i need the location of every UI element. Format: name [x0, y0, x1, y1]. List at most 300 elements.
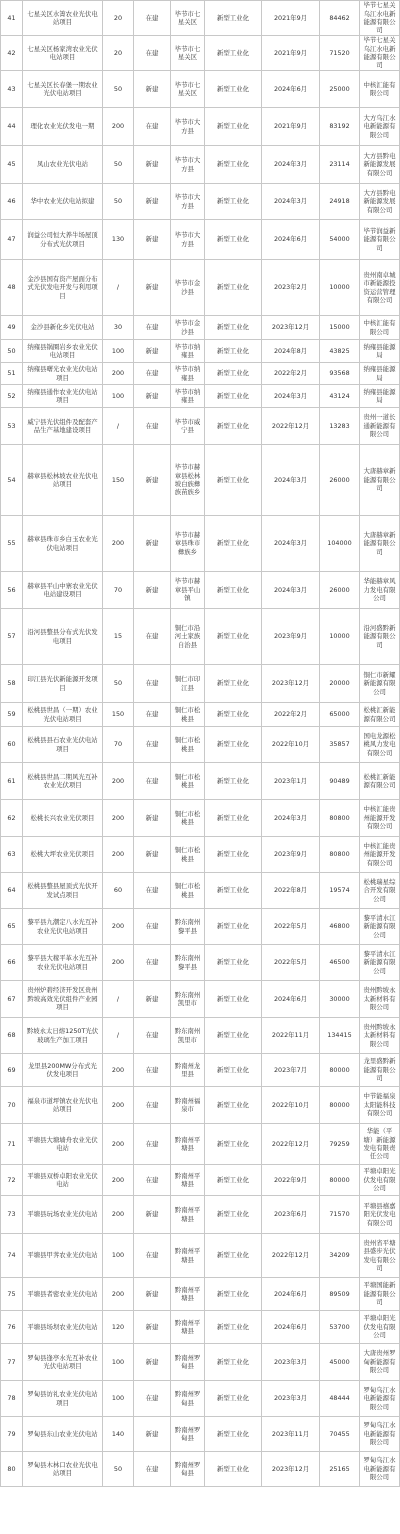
cell-status: 在建	[134, 609, 171, 664]
cell-status: 新建	[134, 1344, 171, 1380]
cell-category: 新型工业化	[205, 1452, 262, 1486]
cell-investment: 71570	[320, 1196, 360, 1233]
cell-location: 黔南州平塘县	[171, 1124, 205, 1164]
table-row	[1, 408, 400, 445]
cell-category: 新型工业化	[205, 408, 262, 444]
cell-category: 新型工业化	[205, 146, 262, 183]
cell-status: 在建	[134, 1124, 171, 1164]
cell-location: 铜仁市沿河土家族自治县	[171, 609, 205, 664]
cell-category: 新型工业化	[205, 763, 262, 799]
cell-start-date: 2024年6月	[262, 981, 320, 1017]
cell-start-date: 2024年8月	[262, 340, 320, 362]
cell-category: 新型工业化	[205, 385, 262, 407]
cell-location: 黔南州罗甸县	[171, 1417, 205, 1451]
cell-row-number: 45	[1, 146, 23, 183]
cell-capacity: 50	[103, 146, 134, 183]
cell-investment: 71520	[320, 36, 360, 70]
table-row	[1, 1196, 400, 1234]
cell-project-name: 金沙县新化乡光伏电站	[23, 316, 103, 339]
cell-status: 在建	[134, 1381, 171, 1416]
cell-location: 毕节市七星关区	[171, 71, 205, 107]
cell-capacity: 200	[103, 1278, 134, 1310]
cell-status: 在建	[134, 36, 171, 70]
cell-company: 龙里盛黔新能源有限公司	[360, 1054, 400, 1086]
cell-status: 新建	[134, 800, 171, 836]
cell-row-number: 49	[1, 316, 23, 339]
cell-row-number: 51	[1, 363, 23, 384]
cell-category: 新型工业化	[205, 71, 262, 107]
cell-start-date: 2023年12月	[262, 316, 320, 339]
table-row	[1, 363, 400, 385]
cell-company: 贵州南卓城市新能源投资运营管理有限公司	[360, 260, 400, 315]
cell-location: 毕节市赫章县平山镇	[171, 572, 205, 608]
cell-capacity: 150	[103, 445, 134, 515]
cell-row-number: 64	[1, 873, 23, 908]
table-row	[1, 220, 400, 260]
cell-company: 大唐贵州罗甸新能源有限公司	[360, 1344, 400, 1380]
cell-status: 在建	[134, 1018, 171, 1053]
cell-status: 在建	[134, 945, 171, 980]
cell-project-name: 平塘县双桥卓阳农业光伏电站	[23, 1165, 103, 1195]
cell-project-name: 松桃大坪农业光伏项目	[23, 837, 103, 872]
cell-location: 黔南州平塘县	[171, 1234, 205, 1277]
cell-category: 新型工业化	[205, 609, 262, 664]
cell-location: 毕节市赫章县松林坡白族彝族苗族乡	[171, 445, 205, 515]
cell-status: 新建	[134, 1311, 171, 1343]
cell-investment: 54000	[320, 220, 360, 259]
cell-location: 毕节市金沙县	[171, 260, 205, 315]
cell-company: 黎平清水江新能源有限公司	[360, 945, 400, 980]
cell-investment: 80800	[320, 800, 360, 836]
cell-start-date: 2024年3月	[262, 516, 320, 571]
cell-project-name: 赫章县平山中寨农业光伏电站建设项目	[23, 572, 103, 608]
cell-location: 黔南州罗甸县	[171, 1381, 205, 1416]
cell-company: 平塘国能新能源有限公司	[360, 1278, 400, 1310]
cell-investment: 10000	[320, 609, 360, 664]
cell-investment: 20000	[320, 665, 360, 702]
cell-category: 新型工业化	[205, 363, 262, 384]
table-row	[1, 146, 400, 184]
cell-capacity: 20	[103, 36, 134, 70]
cell-project-name: 平塘县场坝农业光伏电站	[23, 1311, 103, 1343]
cell-category: 新型工业化	[205, 1018, 262, 1053]
cell-status: 在建	[134, 763, 171, 799]
cell-category: 新型工业化	[205, 1278, 262, 1310]
cell-capacity: /	[103, 1018, 134, 1053]
cell-category: 新型工业化	[205, 108, 262, 145]
cell-start-date: 2023年11月	[262, 1417, 320, 1451]
cell-status: 新建	[134, 184, 171, 219]
cell-investment: 79259	[320, 1124, 360, 1164]
cell-status: 在建	[134, 703, 171, 726]
cell-status: 在建	[134, 1054, 171, 1086]
cell-investment: 89509	[320, 1278, 360, 1310]
cell-capacity: 50	[103, 184, 134, 219]
cell-category: 新型工业化	[205, 1124, 262, 1164]
cell-capacity: /	[103, 408, 134, 444]
cell-project-name: 金沙县国有资产屋面分布式光伏发电开发与利用项目	[23, 260, 103, 315]
cell-company: 纳雍县能源局	[360, 363, 400, 384]
cell-status: 在建	[134, 108, 171, 145]
cell-investment: 13283	[320, 408, 360, 444]
cell-location: 铜仁市松桃县	[171, 727, 205, 762]
cell-status: 在建	[134, 873, 171, 908]
table-row	[1, 1452, 400, 1487]
table-row	[1, 609, 400, 665]
cell-capacity: 200	[103, 1165, 134, 1195]
table-row	[1, 981, 400, 1018]
cell-company: 平塘县禧嘉阳光伏发电有限公司	[360, 1196, 400, 1233]
table-row	[1, 340, 400, 363]
cell-investment: 34209	[320, 1234, 360, 1277]
cell-capacity: 130	[103, 220, 134, 259]
table-row	[1, 1087, 400, 1124]
table-row	[1, 763, 400, 800]
cell-category: 新型工业化	[205, 1311, 262, 1343]
cell-row-number: 77	[1, 1344, 23, 1380]
cell-project-name: 罗甸县逢亭水光互补农业光伏电站项目	[23, 1344, 103, 1380]
cell-company: 罗甸乌江水电新能源有限公司	[360, 1452, 400, 1486]
cell-capacity: /	[103, 981, 134, 1017]
cell-start-date: 2023年6月	[262, 1196, 320, 1233]
cell-status: 新建	[134, 445, 171, 515]
cell-status: 在建	[134, 665, 171, 702]
cell-category: 新型工业化	[205, 1196, 262, 1233]
cell-row-number: 43	[1, 71, 23, 107]
cell-status: 在建	[134, 727, 171, 762]
cell-investment: 80000	[320, 1165, 360, 1195]
cell-capacity: 200	[103, 945, 134, 980]
cell-start-date: 2022年12月	[262, 408, 320, 444]
cell-category: 新型工业化	[205, 945, 262, 980]
cell-company: 大唐赫章新能源有限公司	[360, 445, 400, 515]
cell-row-number: 42	[1, 36, 23, 70]
cell-company: 贵州一道长通新能源有限公司	[360, 408, 400, 444]
cell-location: 黔东南州凯里市	[171, 1018, 205, 1053]
cell-company: 中核汇能贵州能源开发有限公司	[360, 837, 400, 872]
cell-start-date: 2024年3月	[262, 146, 320, 183]
table-row	[1, 703, 400, 727]
cell-capacity: 50	[103, 71, 134, 107]
cell-category: 新型工业化	[205, 665, 262, 702]
cell-project-name: 七星关区长春堡一期农业光伏电站项目	[23, 71, 103, 107]
cell-row-number: 74	[1, 1234, 23, 1277]
cell-status: 新建	[134, 220, 171, 259]
cell-project-name: 沿河县整县分布式光伏发电项目	[23, 609, 103, 664]
cell-capacity: 200	[103, 800, 134, 836]
cell-start-date: 2022年8月	[262, 873, 320, 908]
cell-capacity: 200	[103, 763, 134, 799]
cell-location: 铜仁市印江县	[171, 665, 205, 702]
cell-row-number: 44	[1, 108, 23, 145]
cell-category: 新型工业化	[205, 572, 262, 608]
table-row	[1, 260, 400, 316]
cell-capacity: 200	[103, 363, 134, 384]
table-row	[1, 665, 400, 703]
cell-category: 新型工业化	[205, 445, 262, 515]
cell-location: 铜仁市松桃县	[171, 800, 205, 836]
cell-project-name: 黔坡永太日熔1250T光伏玻璃生产加工项目	[23, 1018, 103, 1053]
cell-investment: 26000	[320, 445, 360, 515]
cell-capacity: 30	[103, 316, 134, 339]
cell-start-date: 2022年10月	[262, 727, 320, 762]
cell-category: 新型工业化	[205, 873, 262, 908]
cell-capacity: 70	[103, 727, 134, 762]
cell-capacity: 60	[103, 873, 134, 908]
cell-row-number: 57	[1, 609, 23, 664]
cell-project-name: 松桃县整县屋顶式光伏开发试点项目	[23, 873, 103, 908]
cell-category: 新型工业化	[205, 260, 262, 315]
cell-project-name: 黎平县大稼平革水光互补农业光伏电站项目	[23, 945, 103, 980]
cell-company: 中节能福泉太阳能科技有限公司	[360, 1087, 400, 1123]
cell-location: 毕节市大方县	[171, 220, 205, 259]
cell-company: 中核汇能贵州能源开发有限公司	[360, 800, 400, 836]
cell-start-date: 2022年12月	[262, 1124, 320, 1164]
table-row	[1, 108, 400, 146]
cell-start-date: 2023年9月	[262, 609, 320, 664]
cell-category: 新型工业化	[205, 909, 262, 944]
table-row	[1, 184, 400, 220]
cell-project-name: 罗甸县访礼农业光伏电站项目	[23, 1381, 103, 1416]
cell-project-name: 黎平县九潮定八水光互补农业光伏电站项目	[23, 909, 103, 944]
cell-category: 新型工业化	[205, 1344, 262, 1380]
cell-company: 大方乌江水电新能源有限公司	[360, 108, 400, 145]
cell-category: 新型工业化	[205, 727, 262, 762]
cell-project-name: 平塘县者密农业光伏电站	[23, 1278, 103, 1310]
cell-company: 大唐赫章新能源有限公司	[360, 516, 400, 571]
cell-location: 黔南州平塘县	[171, 1311, 205, 1343]
cell-investment: 84462	[320, 1, 360, 35]
cell-location: 毕节市七星关区	[171, 1, 205, 35]
cell-row-number: 59	[1, 703, 23, 726]
cell-project-name: 润益公司恒大养牛场屋顶分布式光伏项目	[23, 220, 103, 259]
cell-capacity: 200	[103, 837, 134, 872]
cell-capacity: /	[103, 260, 134, 315]
cell-project-name: 平塘县玩场农业光伏电站	[23, 1196, 103, 1233]
cell-capacity: 50	[103, 1452, 134, 1486]
cell-company: 松桃瑞星综合开发有限公司	[360, 873, 400, 908]
cell-status: 新建	[134, 516, 171, 571]
cell-location: 黔南州平塘县	[171, 1196, 205, 1233]
table-row	[1, 1054, 400, 1087]
cell-project-name: 松桃县世昌（一期）农业光伏电站项目	[23, 703, 103, 726]
cell-location: 铜仁市松桃县	[171, 873, 205, 908]
cell-investment: 45000	[320, 1344, 360, 1380]
cell-start-date: 2023年2月	[262, 260, 320, 315]
cell-start-date: 2022年9月	[262, 1165, 320, 1195]
table-row	[1, 1311, 400, 1344]
cell-status: 新建	[134, 1278, 171, 1310]
cell-capacity: 140	[103, 1417, 134, 1451]
cell-investment: 70455	[320, 1417, 360, 1451]
cell-row-number: 79	[1, 1417, 23, 1451]
cell-row-number: 48	[1, 260, 23, 315]
table-row	[1, 873, 400, 909]
cell-start-date: 2024年3月	[262, 445, 320, 515]
cell-company: 毕节七星关乌江水电新能源有限公司	[360, 1, 400, 35]
cell-investment: 26000	[320, 572, 360, 608]
cell-project-name: 纳雍县通作农业光伏电站项目	[23, 385, 103, 407]
table-row	[1, 727, 400, 763]
cell-start-date: 2023年7月	[262, 1054, 320, 1086]
cell-capacity: 200	[103, 1124, 134, 1164]
cell-company: 平塘卓阳光伏发电有限公司	[360, 1311, 400, 1343]
cell-company: 松桃汇新能源有限公司	[360, 763, 400, 799]
cell-status: 新建	[134, 385, 171, 407]
cell-row-number: 80	[1, 1452, 23, 1486]
cell-status: 新建	[134, 572, 171, 608]
cell-start-date: 2024年6月	[262, 1311, 320, 1343]
cell-category: 新型工业化	[205, 316, 262, 339]
cell-project-name: 威宁县光伏组件及配套产品生产基地建设项目	[23, 408, 103, 444]
cell-start-date: 2024年3月	[262, 184, 320, 219]
cell-status: 新建	[134, 1417, 171, 1451]
cell-start-date: 2024年6月	[262, 71, 320, 107]
cell-capacity: 200	[103, 1054, 134, 1086]
cell-start-date: 2023年12月	[262, 665, 320, 702]
cell-row-number: 41	[1, 1, 23, 35]
cell-investment: 80000	[320, 1054, 360, 1086]
cell-company: 毕节润益新能源有限公司	[360, 220, 400, 259]
table-row	[1, 445, 400, 516]
cell-row-number: 78	[1, 1381, 23, 1416]
cell-company: 国电龙源松桃风力发电有限公司	[360, 727, 400, 762]
cell-location: 黔南州平塘县	[171, 1278, 205, 1310]
cell-location: 铜仁市松桃县	[171, 763, 205, 799]
cell-project-name: 罗甸县木林口农业光伏电站项目	[23, 1452, 103, 1486]
cell-category: 新型工业化	[205, 800, 262, 836]
cell-row-number: 65	[1, 909, 23, 944]
cell-project-name: 七星关区水箐农业光伏电站项目	[23, 1, 103, 35]
cell-capacity: 15	[103, 609, 134, 664]
cell-status: 在建	[134, 909, 171, 944]
cell-capacity: 100	[103, 1344, 134, 1380]
cell-row-number: 60	[1, 727, 23, 762]
cell-investment: 48444	[320, 1381, 360, 1416]
cell-company: 大方县黔电新能源发展有限公司	[360, 184, 400, 219]
cell-category: 新型工业化	[205, 1054, 262, 1086]
cell-start-date: 2022年5月	[262, 945, 320, 980]
cell-row-number: 75	[1, 1278, 23, 1310]
cell-start-date: 2022年10月	[262, 1087, 320, 1123]
cell-row-number: 61	[1, 763, 23, 799]
cell-project-name: 理化农业光伏发电一期	[23, 108, 103, 145]
cell-investment: 15000	[320, 316, 360, 339]
cell-project-name: 罗甸县东山农业光伏电站	[23, 1417, 103, 1451]
cell-company: 纳雍县能源局	[360, 385, 400, 407]
cell-project-name: 福泉市道坪镇农业光伏电站项目	[23, 1087, 103, 1123]
cell-row-number: 46	[1, 184, 23, 219]
table-row	[1, 837, 400, 873]
cell-row-number: 54	[1, 445, 23, 515]
cell-investment: 80000	[320, 1087, 360, 1123]
table-row	[1, 71, 400, 108]
cell-project-name: 贵州炉碧经济开发区贵州黔坡高效光伏组件产业园项目	[23, 981, 103, 1017]
cell-start-date: 2021年9月	[262, 108, 320, 145]
cell-company: 大方县黔电新能源发展有限公司	[360, 146, 400, 183]
cell-start-date: 2024年3月	[262, 572, 320, 608]
cell-start-date: 2023年3月	[262, 1381, 320, 1416]
cell-location: 毕节市纳雍县	[171, 385, 205, 407]
cell-company: 纳雍县能源局	[360, 340, 400, 362]
cell-row-number: 69	[1, 1054, 23, 1086]
cell-investment: 10000	[320, 260, 360, 315]
table-row	[1, 1417, 400, 1452]
cell-status: 新建	[134, 71, 171, 107]
cell-start-date: 2022年11月	[262, 1018, 320, 1053]
cell-row-number: 47	[1, 220, 23, 259]
cell-start-date: 2023年12月	[262, 1452, 320, 1486]
cell-investment: 93568	[320, 363, 360, 384]
cell-location: 黔东南州黎平县	[171, 945, 205, 980]
cell-location: 毕节市赫章县珠市彝族乡	[171, 516, 205, 571]
cell-investment: 23114	[320, 146, 360, 183]
cell-capacity: 200	[103, 1196, 134, 1233]
cell-investment: 53700	[320, 1311, 360, 1343]
cell-status: 在建	[134, 1, 171, 35]
cell-location: 毕节市七星关区	[171, 36, 205, 70]
cell-company: 华能赫章风力发电有限公司	[360, 572, 400, 608]
cell-status: 在建	[134, 1452, 171, 1486]
cell-project-name: 平塘县大塘墙舟农业光伏电站	[23, 1124, 103, 1164]
cell-company: 罗甸乌江水电新能源有限公司	[360, 1381, 400, 1416]
cell-location: 铜仁市松桃县	[171, 703, 205, 726]
cell-company: 平塘卓阳光伏发电有限公司	[360, 1165, 400, 1195]
cell-project-name: 松桃县世昌二期风光互补农业光伏项目	[23, 763, 103, 799]
cell-location: 毕节市纳雍县	[171, 340, 205, 362]
cell-investment: 25165	[320, 1452, 360, 1486]
cell-investment: 30000	[320, 981, 360, 1017]
cell-category: 新型工业化	[205, 340, 262, 362]
cell-status: 新建	[134, 260, 171, 315]
cell-status: 在建	[134, 1087, 171, 1123]
table-row	[1, 1165, 400, 1196]
cell-project-name: 凤山农业光伏电站	[23, 146, 103, 183]
cell-project-name: 华中农业光伏电站拟建	[23, 184, 103, 219]
cell-location: 黔南州罗甸县	[171, 1344, 205, 1380]
cell-project-name: 纳雍县曙光农业光伏电站项目	[23, 363, 103, 384]
table-row	[1, 1381, 400, 1417]
cell-capacity: 100	[103, 340, 134, 362]
cell-investment: 46500	[320, 945, 360, 980]
cell-row-number: 62	[1, 800, 23, 836]
cell-capacity: 70	[103, 572, 134, 608]
cell-start-date: 2021年9月	[262, 36, 320, 70]
cell-project-name: 赫章县松林坡农业光伏电站项目	[23, 445, 103, 515]
cell-category: 新型工业化	[205, 1, 262, 35]
cell-row-number: 76	[1, 1311, 23, 1343]
cell-location: 黔南州福泉市	[171, 1087, 205, 1123]
cell-start-date: 2023年9月	[262, 837, 320, 872]
table-row	[1, 1278, 400, 1311]
cell-status: 在建	[134, 1165, 171, 1195]
cell-status: 在建	[134, 1234, 171, 1277]
cell-capacity: 120	[103, 1311, 134, 1343]
cell-category: 新型工业化	[205, 703, 262, 726]
table-row	[1, 572, 400, 609]
cell-project-name: 平塘县甲荠农业光伏电站	[23, 1234, 103, 1277]
cell-investment: 65000	[320, 703, 360, 726]
cell-investment: 134415	[320, 1018, 360, 1053]
cell-row-number: 71	[1, 1124, 23, 1164]
cell-category: 新型工业化	[205, 1234, 262, 1277]
table-row	[1, 1124, 400, 1165]
cell-investment: 80800	[320, 837, 360, 872]
cell-investment: 90489	[320, 763, 360, 799]
cell-company: 毕节七星关乌江水电新能源有限公司	[360, 36, 400, 70]
cell-row-number: 52	[1, 385, 23, 407]
cell-row-number: 50	[1, 340, 23, 362]
